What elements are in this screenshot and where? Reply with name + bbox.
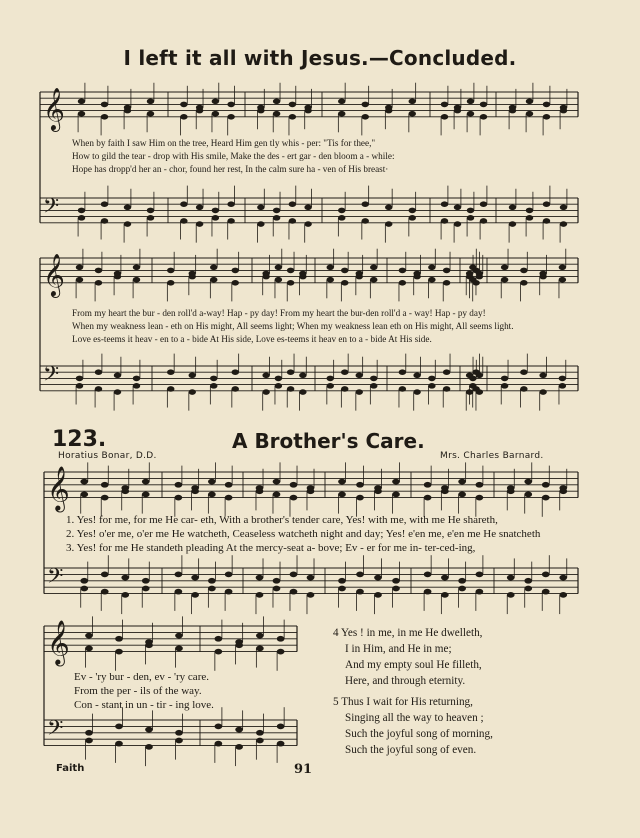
lyric-line: 3. Yes! for me He standeth pleading At the mercy-seat a- bove; Ev - er for me in- ter-ced-ing, xyxy=(66,542,476,554)
stanza-4-line: Here, and through eternity. xyxy=(345,675,466,687)
page-number: 91 xyxy=(294,762,313,777)
lyric-line: When my weakness lean - eth on His might, All seems light; When my weakness lean eth on His might, All seems light. xyxy=(72,321,514,331)
stanza-4-line: I in Him, and He in me; xyxy=(345,643,452,655)
hymn-title: A Brother's Care. xyxy=(232,429,425,453)
svg-text:𝄢: 𝄢 xyxy=(47,716,64,747)
stanza-5-line: 5 Thus I wait for His returning, xyxy=(333,696,473,708)
lyric-line: How to gild the tear - drop with His smile, Make the des - ert gar - den bloom a - while: xyxy=(72,151,395,161)
svg-text:𝄞: 𝄞 xyxy=(47,466,70,512)
lyricist-credit: Horatius Bonar, D.D. xyxy=(58,451,157,461)
composer-credit: Mrs. Charles Barnard. xyxy=(440,451,544,461)
category-label: Faith xyxy=(56,763,85,774)
lyric-line: Con - stant in un - tir - ing love. xyxy=(74,699,214,711)
lyric-line: Love es-teems it heav - en to a - bide At His side, Love es-teems it heav en to a - bide At His side. xyxy=(72,334,432,344)
stanza-5-line: Singing all the way to heaven ; xyxy=(345,712,484,724)
svg-text:𝄢: 𝄢 xyxy=(47,564,64,595)
svg-text:𝄞: 𝄞 xyxy=(43,251,65,296)
lyric-line: 2. Yes! o'er me, o'er me He watcheth, Ceaseless watcheth night and day; Yes! e'en me, e'en me He snatcheth xyxy=(66,528,541,540)
lyric-line: 1. Yes! for me, for me He car- eth, With a brother's tender care, Yes! with me, with me He shareth, xyxy=(66,514,498,526)
hymn-title-concluded: I left it all with Jesus.—Concluded. xyxy=(123,46,517,70)
hymn-number: 123. xyxy=(52,427,107,452)
stanza-5-line: Such the joyful song of even. xyxy=(345,744,477,756)
stanza-4-line: 4 Yes ! in me, in me He dwelleth, xyxy=(333,627,483,639)
stanza-4-line: And my empty soul He filleth, xyxy=(345,659,482,671)
svg-text:𝄢: 𝄢 xyxy=(43,193,59,223)
lyric-line: When by faith I saw Him on the tree, Heard Him gen tly whis - per: "Tis for thee," xyxy=(72,138,376,148)
stanza-5-line: Such the joyful song of morning, xyxy=(345,728,493,740)
svg-text:𝄢: 𝄢 xyxy=(43,361,59,391)
svg-text:𝄞: 𝄞 xyxy=(47,620,70,666)
lyric-line: From my heart the bur - den roll'd a-way! Hap - py day! From my heart the bur-den roll'd a - way! Hap - py day! xyxy=(72,308,486,318)
lyric-line: Ev - 'ry bur - den, ev - 'ry care. xyxy=(74,671,209,683)
lyric-line: Hope has dropp'd her an - chor, found her rest, In the calm sure ha - ven of His breast· xyxy=(72,164,389,174)
lyric-line: From the per - ils of the way. xyxy=(74,685,202,697)
svg-text:𝄞: 𝄞 xyxy=(43,85,65,130)
